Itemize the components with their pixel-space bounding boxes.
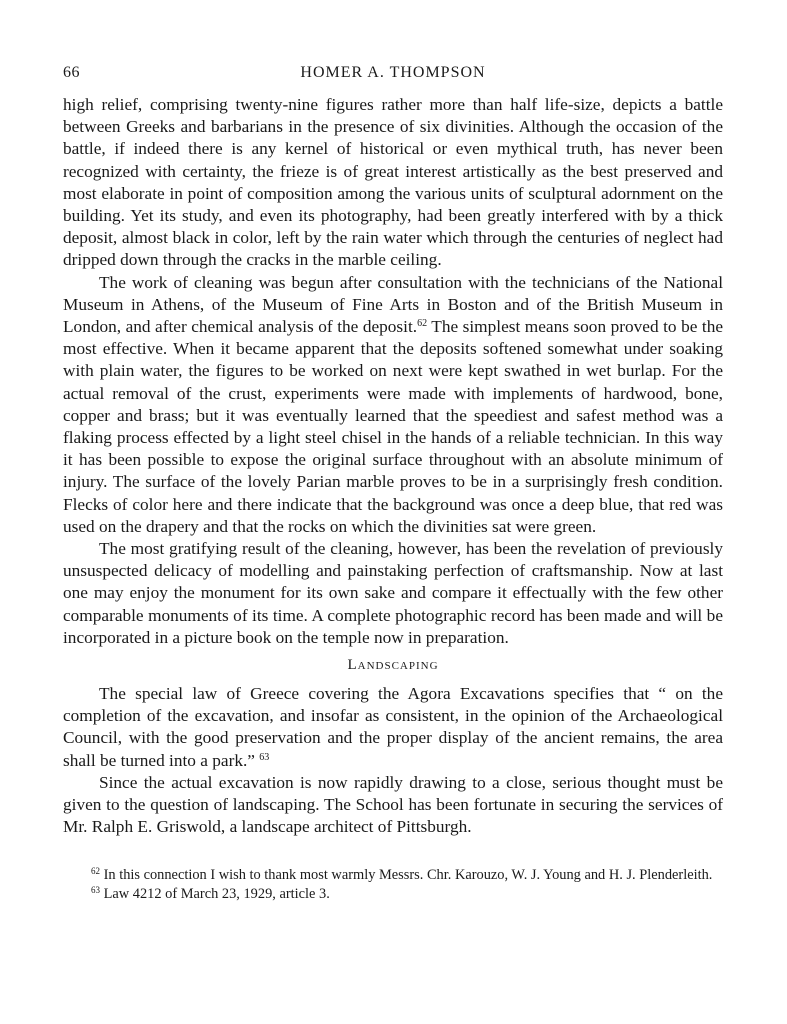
section-heading: Landscaping <box>347 657 439 674</box>
section-paragraph-1-text: The special law of Greece covering the Agora Excavations specifies that “ on the completion of the excavation, and insofar as consistent, in the opinion of the Archaeological Council, with the good preservation and the proper display of the ancient remains, the area shall be turned into a park.” <box>63 684 723 770</box>
footnote-ref-63[interactable]: 63 <box>259 751 270 763</box>
running-head <box>63 60 723 84</box>
footnotes <box>63 866 723 904</box>
section-paragraph-2: Since the actual excavation is now rapidly drawing to a close, serious thought must be given to the question of landscaping. The School has been fortunate in securing the services of Mr. Ralph E. Griswold, a landscape architect of Pittsburgh. <box>63 772 723 837</box>
paragraph-1: high relief, comprising twenty-nine figures rather more than half life-size, depicts a battle between Greeks and barbarians in the presence of six divinities. Although the occasion of the battle, if indeed there is any kernel of historical or even mythical truth, has never been recognized with certainty, the frieze is of great interest artistically as the best preserved and most elaborate in point of composition among the various units of sculptural adornment on the building. Yet its study, and even its photography, had been greatly interfered with by a thick deposit, almost black in color, left by the rain water which through the centuries of neglect had dripped down through the cracks in the marble ceiling. <box>63 95 723 270</box>
footnote-number: 63 <box>91 884 100 895</box>
section-paragraph-1 <box>63 683 723 772</box>
footnote-text: Law 4212 of March 23, 1929, article 3. <box>103 885 330 902</box>
paragraph-2-text-after: The simplest means soon proved to be the most effective. When it became apparent that the deposits softened somewhat under soaking with plain water, the figures to be worked on next were kept swathed in wet burlap. For the actual removal of the crust, experiments were made with implements of hardwood, bone, copper and brass; but it was eventually learned that the speediest and safest method was a flaking process effected by a light steel chisel in the hands of a reliable technician. In this way it has been possible to expose the original surface throughout with an absolute minimum of injury. The surface of the lovely Parian marble proves to be in a surprisingly fresh condition. Flecks of color here and there indicate that the background was once a deep blue, that red was used on the drapery and that the rocks on which the divinities sat were green. <box>63 317 723 536</box>
paragraph-3: The most gratifying result of the cleaning, however, has been the revelation of previously unsuspected delicacy of modelling and painstaking perfection of craftsmanship. Now at last one may enjoy the monument for its own sake and compare it effectually with the few other comparable monuments of its time. A complete photographic record has been made and will be incorporated in a picture book on the temple now in preparation. <box>63 539 723 647</box>
body-text <box>63 94 723 839</box>
footnote-62 <box>63 866 723 885</box>
page-number: 66 <box>63 64 80 81</box>
page <box>63 60 723 904</box>
paragraph-2 <box>63 272 723 538</box>
footnote-number: 62 <box>91 865 100 876</box>
paragraph-2-text-before: The work of cleaning was begun after consultation with the technicians of the National Museum in Athens, of the Museum of Fine Arts in Boston and of the British Museum in London, and after chemical analysis of the deposit. <box>63 272 723 337</box>
footnote-63 <box>63 885 723 904</box>
footnote-text: In this connection I wish to thank most warmly Messrs. Chr. Karouzo, W. J. Young and H. J. Plenderleith. <box>103 866 713 883</box>
running-title: HOMER A. THOMPSON <box>300 64 486 81</box>
footnote-ref-62[interactable]: 62 <box>417 318 428 330</box>
